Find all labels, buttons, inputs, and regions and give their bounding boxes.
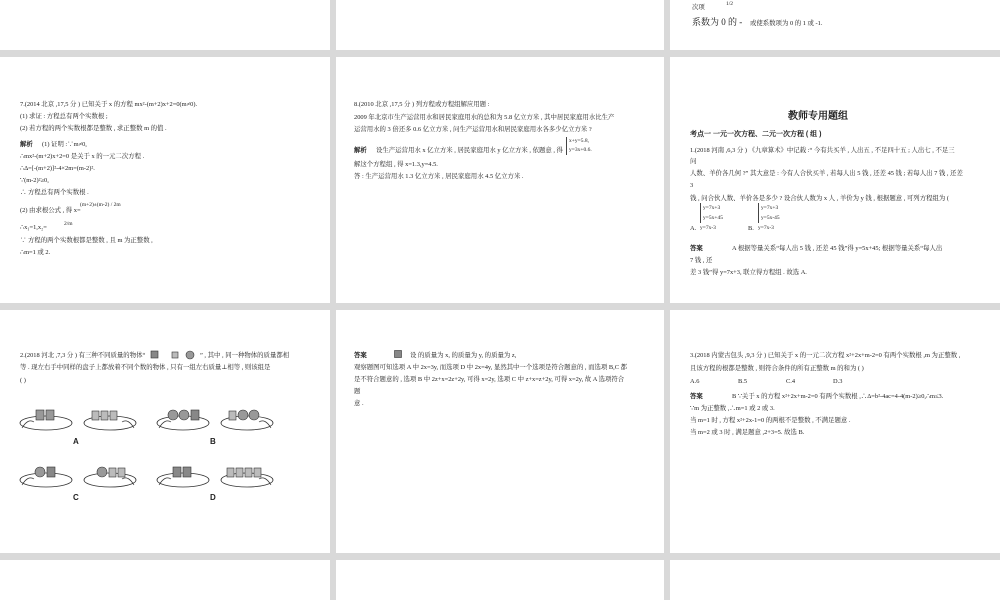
question-text: 8.(2010 北京 ,17,5 分 ) 列方程或方程组解应用题 : [354, 101, 490, 108]
equation-line: x+y=5.8, [569, 138, 589, 144]
answer-text: 是不符合题意的 , 选项 B 中 2z+x=2z+2y, 可得 x=2y, 选项 C 中 z+x=z+2y, 可得 x=2y, 故 A 选项符合 [354, 376, 625, 383]
answer-text: 观察题图可知选项 A 中 2x=3y, 而选项 D 中 2x=4y, 显然其中一个选项是符合题意的 , 而选项 B,C 都 [354, 364, 628, 371]
page-top-middle [336, 0, 664, 50]
option-c-label: C [73, 493, 79, 502]
solution-text: (1) 证明 :∵m≠0, [42, 141, 87, 148]
equation-line: y=3x+0.6. [569, 147, 592, 153]
equation-line: y=5x+45 [703, 215, 723, 221]
page-top-right [670, 0, 1000, 50]
equation-system [566, 137, 592, 155]
option-a-label: A [73, 437, 79, 446]
option-a-system [700, 203, 723, 223]
option-d-label: D [210, 493, 216, 502]
question-text: 2.(2018 河北 ,7,3 分 ) 有三种不同质量的物体“ [20, 352, 146, 359]
question-text: 运营用水的 3 倍还多 0.6 亿立方米 , 问生产运营用水和居民家庭用水各多少亿立方米 ? [354, 126, 592, 133]
option-b-system [758, 203, 780, 223]
objects-icons [150, 350, 196, 360]
scale-panel-b [155, 398, 275, 438]
solution-text: ∴Δ=[-(m+2)]²-4×2m=(m-2)². [20, 165, 95, 172]
answer-text: B ∵关于 x 的方程 x²+2x+m-2=0 有两个实数根 ,∴Δ=b²-4ac=4-4(m-2)≥0,∴m≤3. [732, 393, 944, 400]
section-heading: 考点一 一元一次方程、二元一次方程 ( 组 ) [690, 131, 822, 138]
solution-text: 解这个方程组 , 得 x=1.3,y=4.5. [354, 161, 438, 168]
question-text: (2) 若方程的两个实数根都是整数 , 求正整数 m 的值 . [20, 125, 167, 132]
object-icon [394, 350, 402, 358]
option-b-label: B [210, 437, 216, 446]
option-c: C.4 [786, 378, 796, 385]
solution-text: ∴x₁=1,x₂= [20, 224, 47, 231]
equation-line: y=7x-3 [758, 225, 774, 231]
equation-line: y=7x+3 [761, 205, 779, 211]
answer-text: 7 钱 , 还 [690, 257, 713, 264]
text-line: 或使系数项为 0 的 1 或 -1. [750, 20, 823, 27]
page-question-8 [336, 57, 664, 303]
answer-label: 答案 [690, 393, 703, 400]
page-question-2-answer [336, 310, 664, 553]
question-text: 问 [690, 158, 697, 165]
question-text: 人数、羊价各几何 ?” 其大意是 : 今有人合伙买羊 , 若每人出 5 钱 , 还差 45 钱 ; 若每人出 7 钱 , 还差 [690, 170, 963, 177]
option-b-label: B. [748, 225, 754, 232]
question-text: 2009 年北京市生产运营用水和居民家庭用水的总和为 5.8 亿立方米 , 其中居民家庭用水比生产 [354, 114, 615, 121]
answer-text: 当 m=1 时 , 方程 x²+2x-1=0 的两根不是整数 , 不满足题意 . [690, 417, 851, 424]
question-text: ” , 其中 , 同一种物体的质量都相 [200, 352, 290, 359]
option-b: B.5 [738, 378, 748, 385]
page-bottom-right [670, 560, 1000, 600]
question-text: 7.(2014 北京 ,17,5 分 ) 已知关于 x 的方程 mx²-(m+2)x+2=0(m≠0). [20, 101, 198, 108]
fraction: (m+2)±(m-2) / 2m [80, 202, 121, 208]
question-text: ( ) [20, 377, 26, 384]
page-bottom-middle [336, 560, 664, 600]
option-a-label: A. [690, 225, 697, 232]
page-bottom-left [0, 560, 330, 600]
answer-text: 意 . [354, 400, 364, 407]
option-d: D.3 [833, 378, 843, 385]
equation-line: y=7x+3 [703, 205, 721, 211]
text-line: 系数为 0 的 - [692, 17, 743, 27]
equation-line: y=5x-45 [761, 215, 780, 221]
solution-text: ∵(m-2)²≥0, [20, 177, 49, 184]
page-question-2 [0, 310, 330, 553]
scale-panel-a [18, 398, 138, 438]
answer-text: 当 m=2 或 3 时 , 满足题意 ,2+3=5. 故选 B. [690, 429, 805, 436]
fraction: 2/m [64, 221, 73, 227]
solution-text: (2) 由求根公式 , 得 x= [20, 207, 81, 214]
answer-text: 差 3 钱”得 y=7x+3, 联立得方程组 . 故选 A. [690, 269, 807, 276]
option-a: A.6 [690, 378, 700, 385]
analysis-label: 解析 [20, 141, 33, 148]
scale-panel-c [18, 455, 138, 495]
equation-line: y=7x-3 [700, 225, 716, 231]
scale-panel-d [155, 455, 275, 495]
answer-label: 答案 [690, 245, 703, 252]
question-text: 1.(2018 河南 ,6,3 分 ) 《九章算术》中记载 :“ 今有共买羊 , 人出五 , 不足四十五 ; 人出七 , 不足三 [690, 147, 955, 154]
solution-text: ∴ 方程总有两个实数根 . [20, 189, 89, 196]
page-top-left [0, 0, 330, 50]
question-text: 等 . 现左右手中同样的盘子上都放着不同个数的物体 , 只有一组左右质量⊥相等 , 则该组是 [20, 364, 271, 371]
answer-text: 题 [354, 388, 361, 395]
page-title: 教师专用题组 [788, 111, 848, 122]
solution-text: ∵ 方程的两个实数根都是整数 , 且 m 为正整数 , [20, 237, 153, 244]
solution-text: 设生产运营用水 x 亿立方米 , 居民家庭用水 y 亿立方米 , 依题意 , 得 [376, 147, 563, 154]
question-text: 且该方程的根都是整数 , 则符合条件的所有正整数 m 的和为 ( ) [690, 365, 864, 372]
answer-text: A 根据等量关系“每人出 5 钱 , 还差 45 钱”得 y=5x+45; 根据等量关系“每人出 [732, 245, 943, 252]
solution-text: ∴mx²-(m+2)x+2=0 是关于 x 的一元二次方程 . [20, 153, 145, 160]
question-text: 3 [690, 182, 694, 189]
question-text: 3.(2018 内蒙古包头 ,9,3 分 ) 已知关于 x 的一元二次方程 x²+2x+m-2=0 有两个实数根 ,m 为正整数 , [690, 352, 961, 359]
text-line: 次项 [692, 4, 705, 11]
solution-text: 答 : 生产运营用水 1.3 亿立方米 , 居民家庭用水 4.5 亿立方米 . [354, 173, 524, 180]
analysis-label: 解析 [354, 147, 367, 154]
answer-text: 设 的质量为 x, 的质量为 y, 的质量为 z, [410, 352, 517, 359]
answer-text: ∵m 为正整数 ,∴m=1 或 2 或 3. [690, 405, 775, 412]
page-teacher-group [670, 57, 1000, 303]
page-question-3 [670, 310, 1000, 553]
solution-text: ∴m=1 或 2. [20, 249, 51, 256]
fraction: 1/2 [726, 1, 734, 7]
question-text: 钱 , 问合伙人数、羊价各是多少 ? 设合伙人数为 x 人 , 羊价为 y 钱 , 根据题意 , 可列方程组为 ( [690, 195, 949, 202]
page-question-7 [0, 57, 330, 303]
answer-label: 答案 [354, 352, 367, 359]
question-text: (1) 求证 : 方程总有两个实数根 ; [20, 113, 108, 120]
